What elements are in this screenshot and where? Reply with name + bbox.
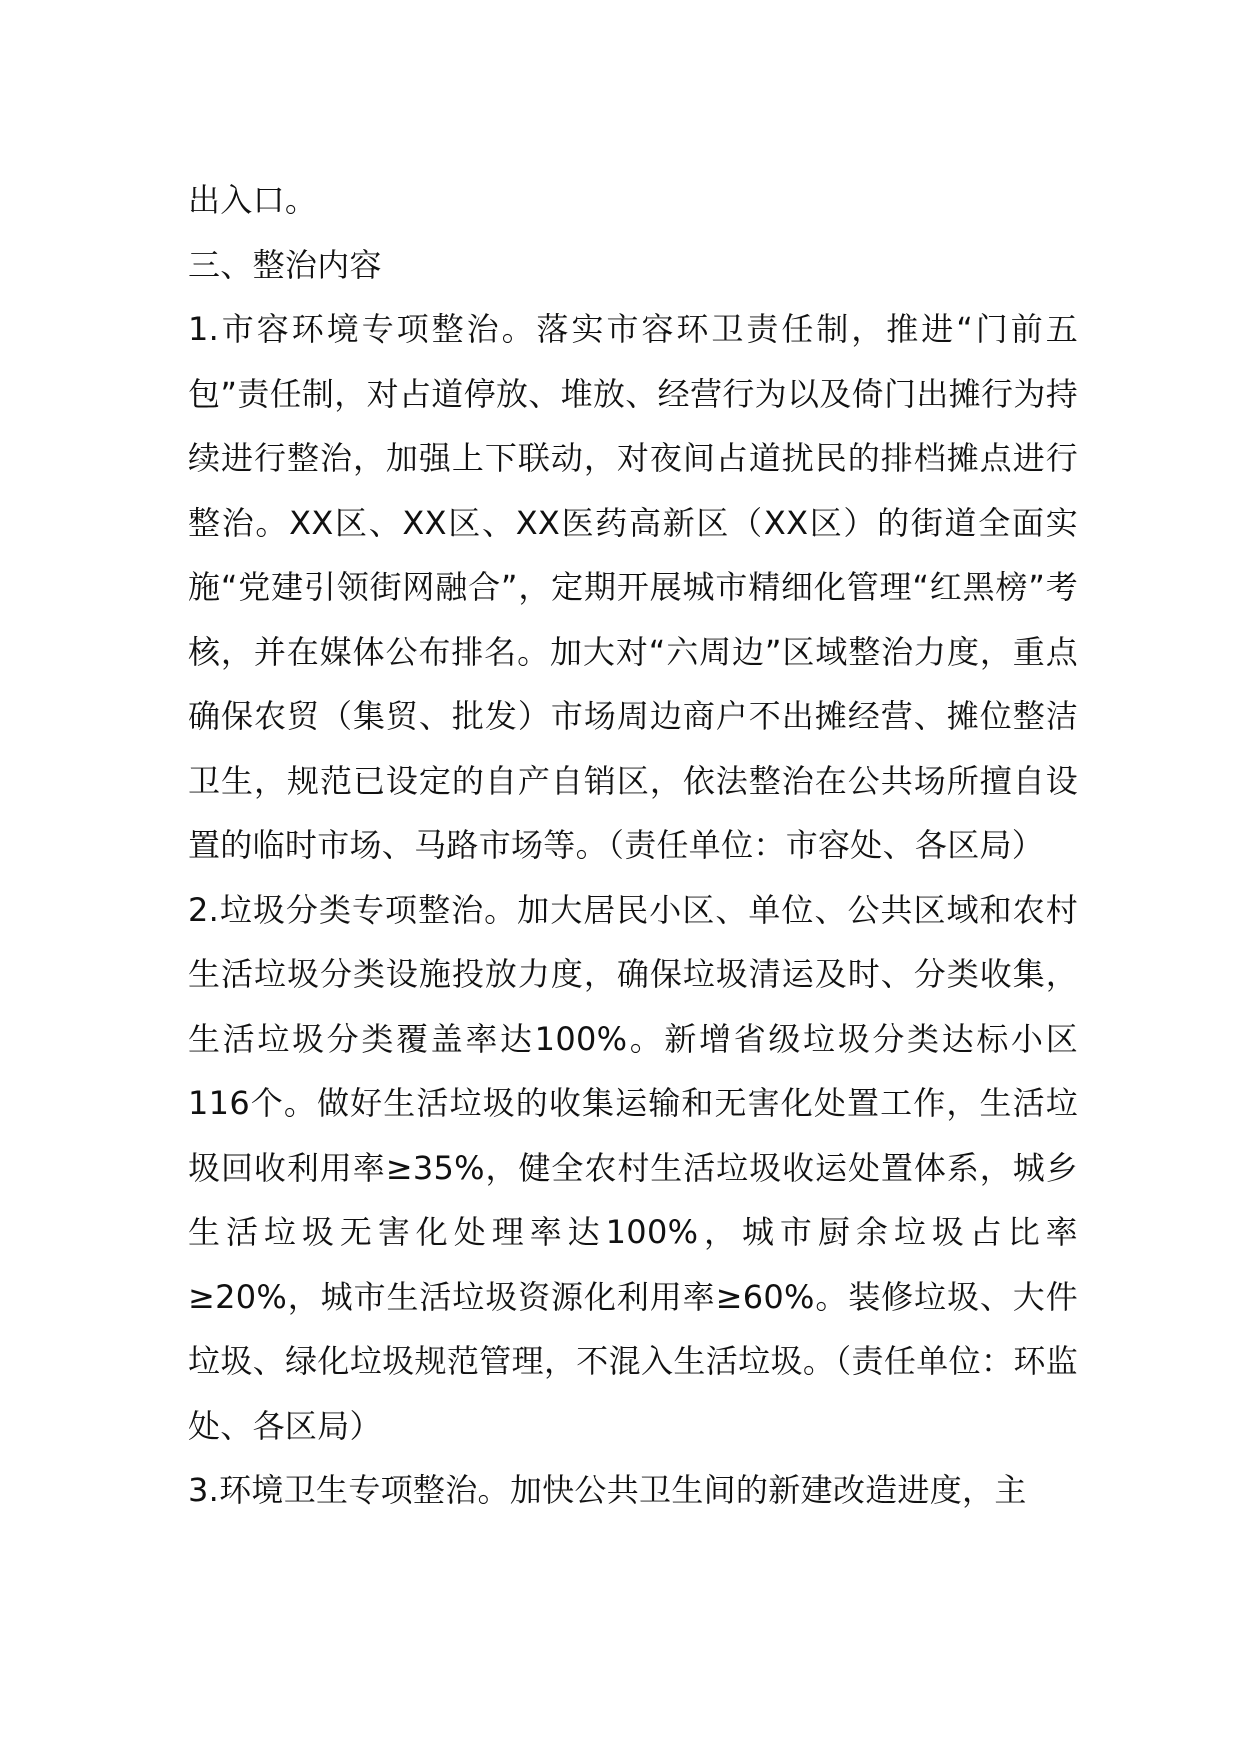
paragraph-item-1: 1.市容环境专项整治。落实市容环卫责任制，推进“门前五包”责任制，对占道停放、堆放、经营行为以及倚门出摊行为持续进行整治，加强上下联动，对夜间占道扰民的排档摊点进行整治。XX区、XX区、XX医药高新区（XX区）的街道全面实施“党建引领街网融合”，定期开展城市精细化管理“红黑榜”考核，并在媒体公布排名。加大对“六周边”区域整治力度，重点确保农贸（集贸、批发）市场周边商户不出摊经营、摊位整洁卫生，规范已设定的自产自销区，依法整治在公共场所擅自设置的临时市场、马路市场等。（责任单位：市容处、各区局） [188,310,1078,864]
paragraph-item-3: 3.环境卫生专项整治。加快公共卫生间的新建改造进度，主 [188,1471,1027,1509]
section-heading: 三、整治内容 [188,245,382,284]
document-page [188,168,1078,1523]
continuation-text: 出入口。 [188,181,318,219]
paragraph-item-2: 2.垃圾分类专项整治。加大居民小区、单位、公共区域和农村生活垃圾分类设施投放力度，确保垃圾清运及时、分类收集，生活垃圾分类覆盖率达100%。新增省级垃圾分类达标小区116个。做好生活垃圾的收集运输和无害化处置工作，生活垃圾回收利用率≥35%，健全农村生活垃圾收运处置体系，城乡生活垃圾无害化处理率达100%，城市厨余垃圾占比率≥20%，城市生活垃圾资源化利用率≥60%。装修垃圾、大件垃圾、绿化垃圾规范管理，不混入生活垃圾。（责任单位：环监处、各区局） [188,890,1078,1445]
